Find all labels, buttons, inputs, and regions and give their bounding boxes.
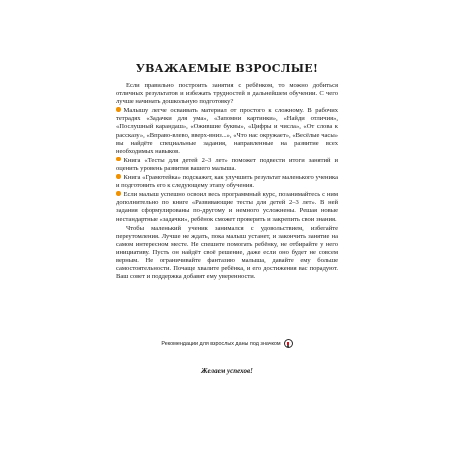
paragraph-intro bbox=[116, 82, 338, 106]
recommendation-note bbox=[116, 339, 338, 349]
paragraph-text: Если правильно построить занятия с ребёнком, то можно добиться отличных результатов и избежать трудностей в дальнейшем обучении. С чего лучше начинать дошкольную подготовку? bbox=[116, 82, 338, 106]
paragraph-workbooks bbox=[116, 107, 338, 156]
orange-bullet-icon bbox=[116, 191, 121, 196]
body-text bbox=[116, 82, 338, 282]
paragraph-tests bbox=[116, 157, 338, 173]
page-title: УВАЖАЕМЫЕ ВЗРОСЛЫЕ! bbox=[135, 62, 319, 75]
paragraph-advice bbox=[116, 225, 338, 282]
paragraph-gramoteyka bbox=[116, 174, 338, 190]
orange-bullet-icon bbox=[116, 157, 121, 162]
paragraph-text: Книга «Тесты для детей 2–3 лет» поможет подвести итоги занятий и оценить уровень развития вашего малыша. bbox=[116, 156, 338, 172]
recommendation-text: Рекомендации для взрослых даны под значком bbox=[161, 341, 281, 347]
orange-bullet-icon bbox=[116, 107, 121, 112]
book-page bbox=[116, 0, 338, 450]
paragraph-advanced bbox=[116, 191, 338, 223]
exclamation-circle-icon bbox=[284, 339, 293, 348]
paragraph-text: Чтобы маленький ученик занимался с удовольствием, избегайте переутомления. Лучше не ждать, пока малыш устанет, и закончить занятие на самом интересном месте. Не спешите помогать ребёнку, не отбирайте у него инициативу. Пусть он найдёт своё решение, даже если оно будет не совсем верным. Не ограничивайте фантазию малыша, давайте ему больше самостоятельности. Почаще хвалите ребёнка, и его достижения вас порадуют. Ваш совет и поддержка добавят ему уверенности. bbox=[116, 224, 338, 281]
paragraph-text: Если малыш успешно освоил весь программный курс, позанимайтесь с ним дополнительно по книге «Развивающие тесты для детей 2–3 лет». В ней задания сформулированы по-другому и немного усложнены. Решая новые нестандартные «задачки», ребёнок сможет проверить и закрепить свои знания. bbox=[116, 191, 338, 223]
closing-wish: Желаем успехов! bbox=[201, 367, 253, 375]
paragraph-text: Малышу легче осваивать материал от простого к сложному. В рабочих тетрадях «Задачки для ума», «Запомни картинки», «Найди отличия», «Послушный карандаш», «Ожившие буквы», «Цифры и числа», «От слова к рассказу», «Вправо-влево, вверх-вниз...», «Что нас окружает», «Весёлые часы» вы найдёте специальные задания, направленные на развитие всех необходимых навыков. bbox=[116, 107, 338, 155]
orange-bullet-icon bbox=[116, 174, 121, 179]
paragraph-text: Книга «Грамотейка» подскажет, как улучшить результат маленького ученика и подготовить его к следующему этапу обучения. bbox=[116, 174, 338, 190]
